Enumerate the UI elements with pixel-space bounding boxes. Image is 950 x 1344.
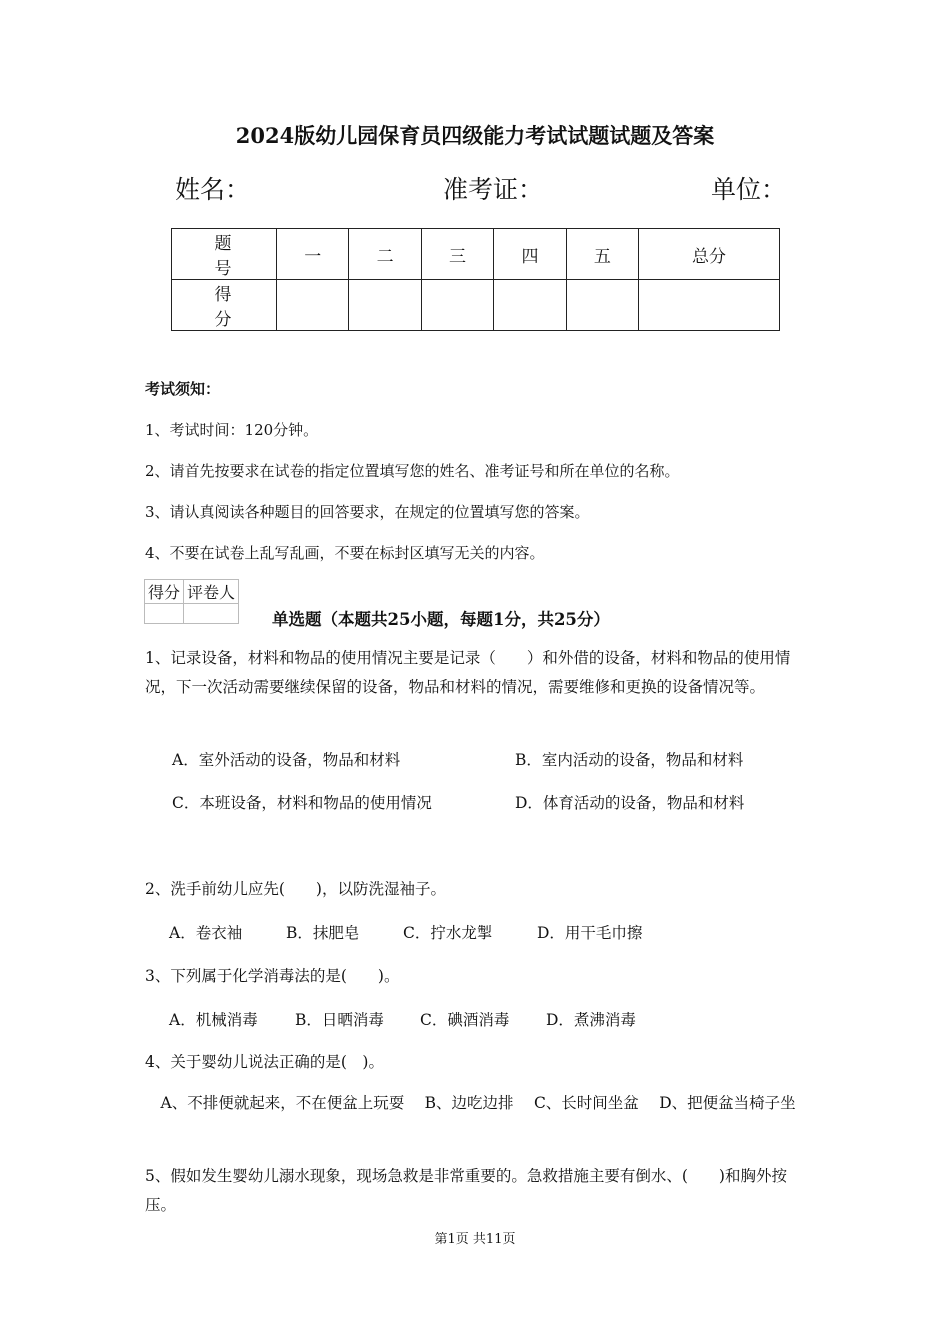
question-2-option-c: C．拧水龙掣	[403, 924, 493, 942]
score-cell-5[interactable]	[566, 280, 638, 331]
notice-heading: 考试须知：	[145, 380, 221, 398]
question-2-option-a: A．卷衣袖	[169, 924, 243, 942]
grader-table	[144, 579, 239, 624]
exam-id-field-label: 准考证：	[443, 175, 544, 204]
score-table-col-4: 四	[494, 229, 566, 280]
score-cell-4[interactable]	[494, 280, 566, 331]
question-3-option-c: C．碘酒消毒	[420, 1011, 510, 1029]
question-2-option-d: D．用干毛巾擦	[537, 924, 643, 942]
score-table-col-1: 一	[277, 229, 349, 280]
notice-item-3: 3、请认真阅读各种题目的回答要求，在规定的位置填写您的答案。	[145, 503, 590, 521]
question-3-option-b: B．日晒消毒	[295, 1011, 384, 1029]
score-table-score-row	[172, 280, 780, 331]
name-field-label: 姓名：	[175, 175, 251, 204]
question-3-text: 3、下列属于化学消毒法的是( )。	[145, 967, 400, 985]
question-1-option-c: C．本班设备，材料和物品的使用情况	[172, 794, 432, 812]
question-1-option-d: D．体育活动的设备，物品和材料	[515, 794, 745, 812]
grader-table-grader-label: 评卷人	[184, 580, 239, 604]
score-cell-3[interactable]	[421, 280, 493, 331]
notice-item-2: 2、请首先按要求在试卷的指定位置填写您的姓名、准考证号和所在单位的名称。	[145, 462, 680, 480]
score-table-label-question-no: 题 号	[172, 229, 277, 280]
question-3-option-a: A．机械消毒	[169, 1011, 258, 1029]
score-table-col-2: 二	[349, 229, 421, 280]
score-table-col-total: 总分	[639, 229, 780, 280]
question-4-text: 4、关于婴幼儿说法正确的是( )。	[145, 1053, 384, 1071]
grader-table-score-label: 得分	[145, 580, 184, 604]
question-4-options: A、不排便就起来，不在便盆上玩耍 B、边吃边排 C、长时间坐盆 D、把便盆当椅子坐	[145, 1094, 796, 1112]
notice-item-4: 4、不要在试卷上乱写乱画，不要在标封区填写无关的内容。	[145, 544, 545, 562]
document-title: 2024版幼儿园保育员四级能力考试试题试题及答案	[235, 123, 715, 148]
score-cell-2[interactable]	[349, 280, 421, 331]
question-2-text: 2、洗手前幼儿应先( )，以防洗湿袖子。	[145, 880, 446, 898]
grader-score-cell[interactable]	[145, 604, 184, 624]
question-1-option-b: B．室内活动的设备，物品和材料	[515, 751, 744, 769]
question-5-text: 5、假如发生婴幼儿溺水现象，现场急救是非常重要的。急救措施主要有倒水、( )和胸外按压。	[145, 1167, 787, 1214]
question-1-option-a: A．室外活动的设备，物品和材料	[172, 751, 401, 769]
score-table-header-row	[172, 229, 780, 280]
notice-item-1: 1、考试时间：120分钟。	[145, 421, 319, 439]
score-cell-total[interactable]	[639, 280, 780, 331]
question-2-option-b: B．抹肥皂	[286, 924, 360, 942]
score-table-col-5: 五	[566, 229, 638, 280]
grader-name-cell[interactable]	[184, 604, 239, 624]
page-footer: 第1页 共11页	[434, 1232, 516, 1247]
section-title: 单选题（本题共25小题，每题1分，共25分）	[272, 610, 610, 629]
unit-field-label: 单位：	[711, 175, 787, 204]
score-table	[171, 228, 780, 331]
score-table-label-score: 得 分	[172, 280, 277, 331]
score-table-col-3: 三	[421, 229, 493, 280]
question-3-option-d: D．煮沸消毒	[546, 1011, 636, 1029]
question-1-text: 1、记录设备，材料和物品的使用情况主要是记录（ ）和外借的设备，材料和物品的使用情况，下一次活动需要继续保留的设备，物品和材料的情况，需要维修和更换的设备情况等。	[145, 649, 791, 696]
